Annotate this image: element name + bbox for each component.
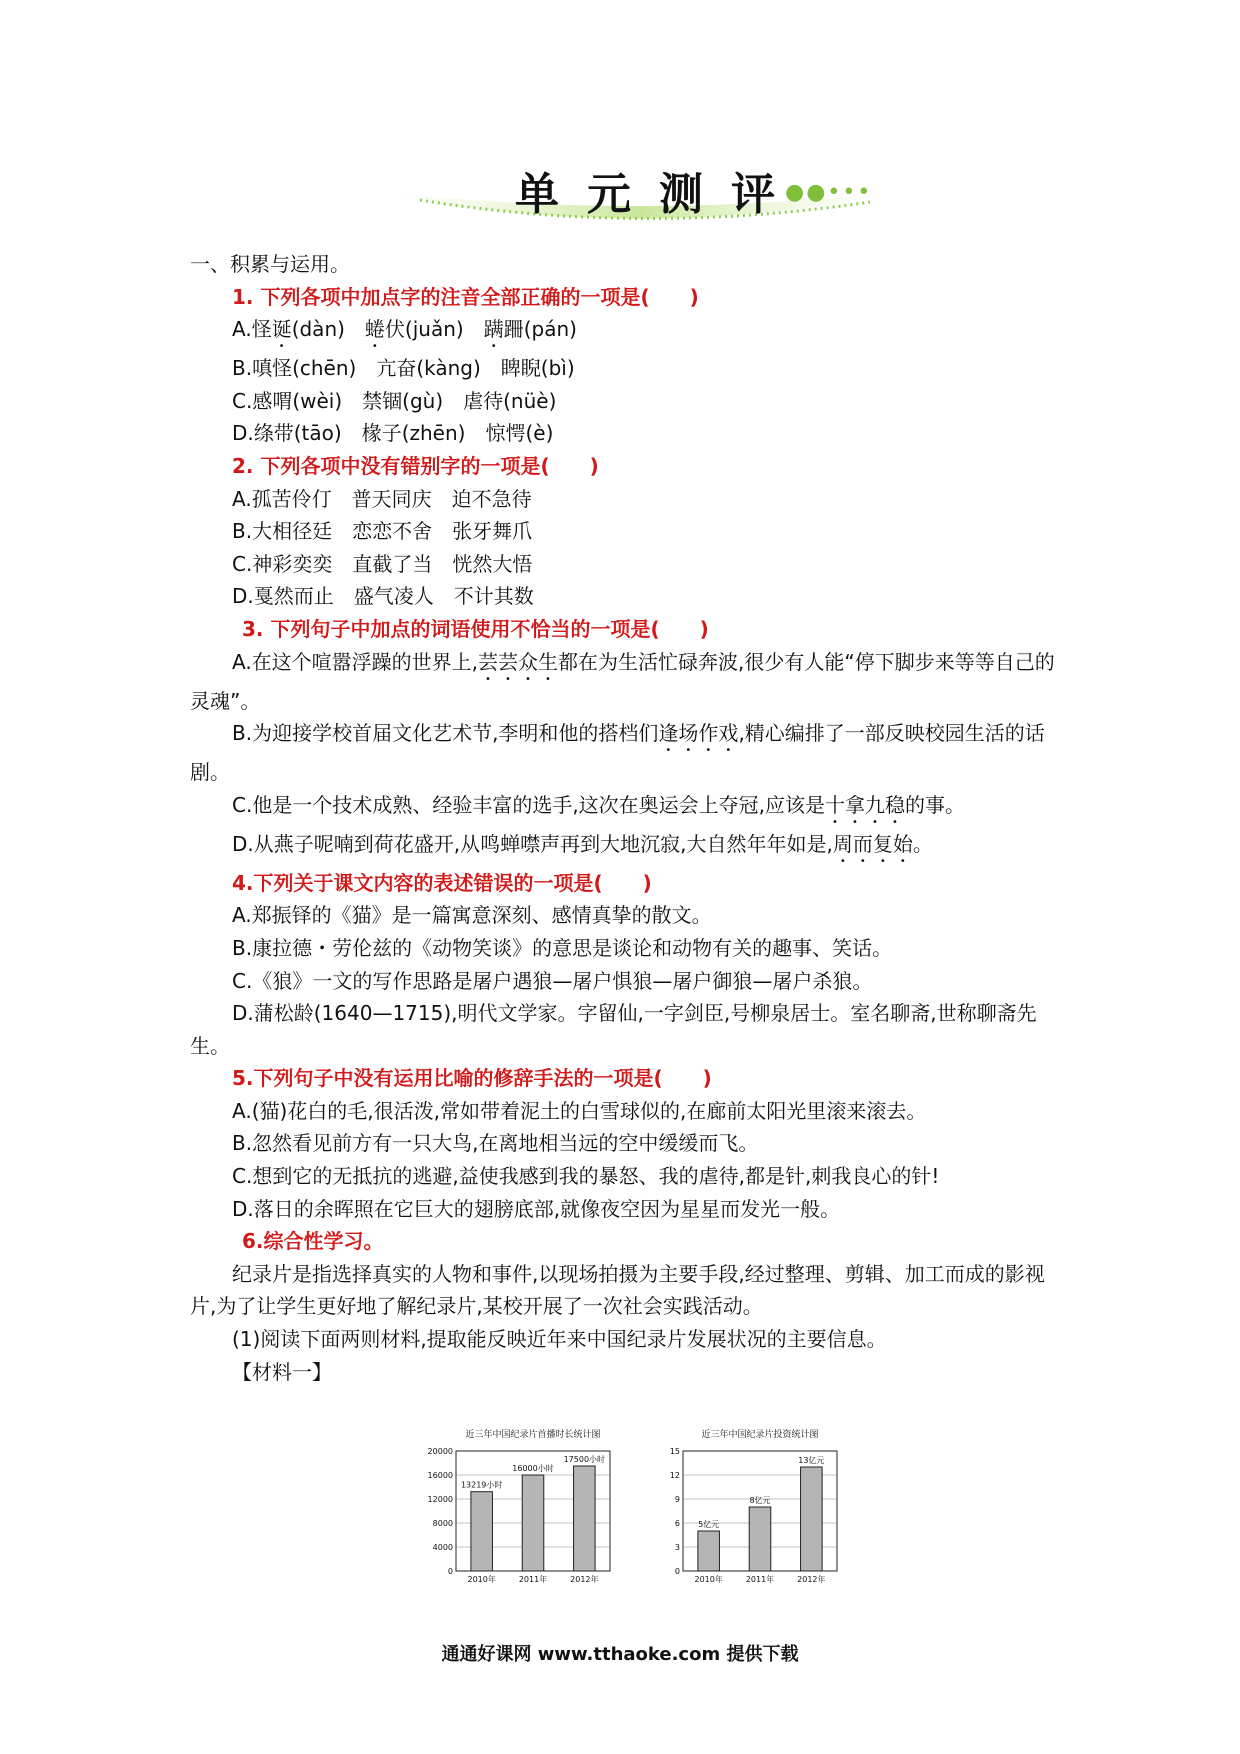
- bar: [574, 1466, 596, 1571]
- bar: [749, 1507, 771, 1571]
- question-2: 2. 下列各项中没有错别字的一项是( ): [232, 453, 599, 478]
- charts-area: [420, 1425, 860, 1585]
- question-4: 4.下列关于课文内容的表述错误的一项是( ): [232, 870, 652, 895]
- q1-option-d: D.绦带(tāo) 椽子(zhēn) 惊愕(è): [232, 421, 554, 446]
- q5-option-b: B.忽然看见前方有一只大鸟,在离地相当远的空中缓缓而飞。: [232, 1131, 759, 1156]
- footer-text: 通通好课网 www.tthaoke.com 提供下载: [441, 1644, 799, 1665]
- x-tick-label: 2010年: [694, 1575, 723, 1584]
- q1-option-a: A.怪诞(dàn) 蜷伏(juǎn) 蹒跚(pán): [232, 317, 577, 342]
- y-tick-label: 15: [669, 1447, 680, 1456]
- q6-intro: 纪录片是指选择真实的人物和事件,以现场拍摄为主要手段,经过整理、剪辑、加工而成的影视片,为了让学生更好地了解纪录片,某校开展了一次社会实践活动。: [190, 1261, 1045, 1319]
- y-tick-label: 8000: [432, 1519, 453, 1528]
- q1-option-c: C.感喟(wèi) 禁锢(gù) 虐待(nüè): [232, 388, 557, 413]
- x-tick-label: 2011年: [518, 1575, 548, 1584]
- q3-option-b: B.为迎接学校首届文化艺术节,李明和他的搭档们逢场作戏,精心编排了一部反映校园生活的话剧。: [190, 721, 1045, 785]
- data-label: 13219小时: [460, 1480, 503, 1490]
- y-tick-label: 16000: [427, 1471, 453, 1480]
- question-1: 1. 下列各项中加点字的注音全部正确的一项是( ): [232, 284, 699, 309]
- y-tick-label: 0: [674, 1567, 680, 1576]
- question-3: 3. 下列句子中加点的词语使用不恰当的一项是( ): [242, 616, 709, 641]
- question-5: 5.下列句子中没有运用比喻的修辞手法的一项是( ): [232, 1066, 712, 1091]
- chart-broadcast-hours: [420, 1425, 620, 1585]
- y-tick-label: 6: [674, 1519, 680, 1528]
- bar: [801, 1467, 823, 1571]
- data-label: 16000小时: [512, 1464, 554, 1473]
- data-label: 17500小时: [563, 1455, 606, 1464]
- y-tick-label: 4000: [432, 1543, 453, 1552]
- exam-content: [190, 248, 1070, 1388]
- q4-option-d: D.蒲松龄(1640—1715),明代文学家。字留仙,一字剑臣,号柳泉居士。室名聊斋,世称聊斋先生。: [190, 1001, 1037, 1058]
- x-tick-label: 2012年: [797, 1575, 826, 1584]
- chart-title: 近三年中国纪录片首播时长统计图: [465, 1430, 601, 1440]
- q2-option-c: C.神彩奕奕 直截了当 恍然大悟: [232, 551, 533, 576]
- q5-option-c: C.想到它的无抵抗的逃避,益使我感到我的暴怒、我的虐待,都是针,刺我良心的针!: [232, 1164, 940, 1189]
- chart-title: 近三年中国纪录片投资统计图: [701, 1430, 819, 1440]
- q3-option-a: A.在这个喧嚣浮躁的世界上,芸芸众生都在为生活忙碌奔波,很少有人能“停下脚步来等等自己的灵魂”。: [190, 649, 1055, 713]
- section-heading: 一、积累与运用。: [190, 252, 350, 276]
- question-6: 6.综合性学习。: [242, 1229, 384, 1254]
- q4-option-b: B.康拉德・劳伦兹的《动物笑谈》的意思是谈论和动物有关的趣事、笑话。: [232, 935, 893, 960]
- y-tick-label: 20000: [427, 1447, 453, 1456]
- bar: [698, 1531, 720, 1571]
- q4-option-c: C.《狼》一文的写作思路是屠户遇狼—屠户惧狼—屠户御狼—屠户杀狼。: [232, 968, 873, 993]
- q1-option-b: B.嗔怪(chēn) 亢奋(kàng) 睥睨(bì): [232, 356, 575, 381]
- q2-option-a: A.孤苦伶仃 普天同庆 迫不急待: [232, 486, 532, 511]
- y-tick-label: 12000: [427, 1495, 453, 1504]
- q6-sub1: (1)阅读下面两则材料,提取能反映近年来中国纪录片发展状况的主要信息。: [232, 1327, 887, 1352]
- q4-option-a: A.郑振铎的《猫》是一篇寓意深刻、感情真挚的散文。: [232, 903, 712, 928]
- q2-option-b: B.大相径廷 恋恋不舍 张牙舞爪: [232, 519, 533, 544]
- chart-investment: [665, 1425, 845, 1585]
- title-dots-icon: ●●•••: [785, 180, 873, 205]
- bar: [471, 1492, 493, 1571]
- x-tick-label: 2010年: [467, 1575, 496, 1584]
- q2-option-d: D.戛然而止 盛气凌人 不计其数: [232, 584, 534, 609]
- page-title: 单元测评: [515, 169, 803, 220]
- data-label: 13亿元: [798, 1456, 825, 1465]
- y-tick-label: 9: [674, 1495, 680, 1504]
- title-banner: [380, 150, 900, 240]
- q3-option-c: C.他是一个技术成熟、经验丰富的选手,这次在奥运会上夺冠,应该是十拿九稳的事。: [232, 792, 966, 817]
- material-label: 【材料一】: [232, 1359, 332, 1384]
- y-tick-label: 12: [669, 1471, 680, 1480]
- q5-option-d: D.落日的余晖照在它巨大的翅膀底部,就像夜空因为星星而发光一般。: [232, 1196, 841, 1221]
- q5-option-a: A.(猫)花白的毛,很活泼,常如带着泥土的白雪球似的,在廊前太阳光里滚来滚去。: [232, 1098, 927, 1123]
- q3-option-d: D.从燕子呢喃到荷花盛开,从鸣蝉噤声再到大地沉寂,大自然年年如是,周而复始。: [232, 831, 933, 856]
- data-label: 8亿元: [749, 1496, 771, 1505]
- bar: [522, 1475, 544, 1571]
- y-tick-label: 3: [674, 1543, 680, 1552]
- data-label: 5亿元: [698, 1520, 720, 1529]
- x-tick-label: 2012年: [570, 1575, 599, 1584]
- x-tick-label: 2011年: [745, 1575, 775, 1584]
- y-tick-label: 0: [447, 1567, 453, 1576]
